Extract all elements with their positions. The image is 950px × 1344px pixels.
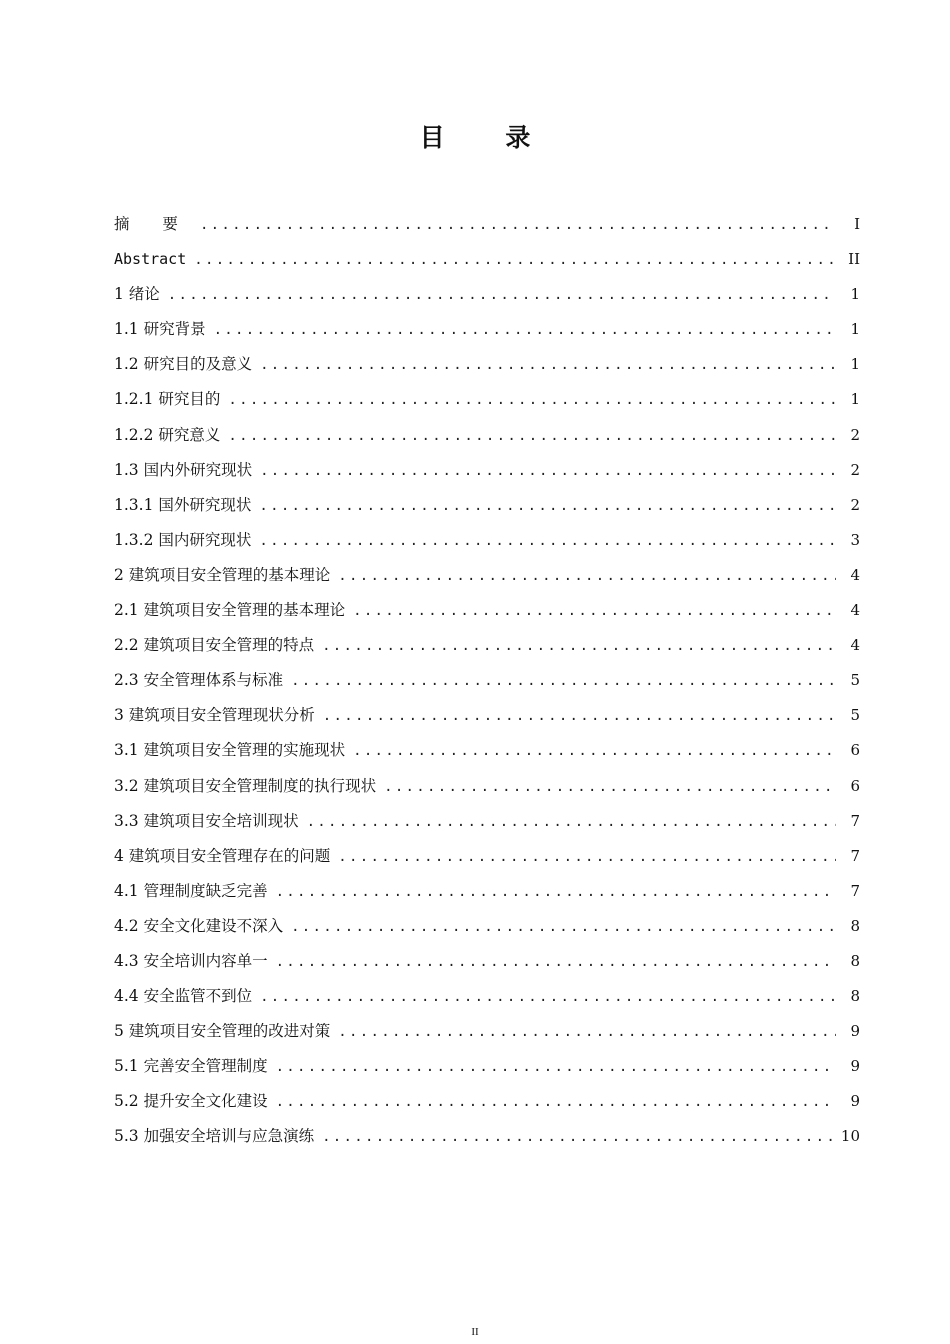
page-number: II xyxy=(471,1326,479,1338)
toc-entry-page: 7 xyxy=(850,811,860,830)
toc-dot-leader xyxy=(260,348,836,383)
toc-entry[interactable] xyxy=(114,733,860,768)
toc-entry[interactable] xyxy=(114,839,860,874)
toc-dot-leader xyxy=(194,243,836,278)
toc-entry-label: 摘 要 xyxy=(114,215,192,233)
toc-dot-leader xyxy=(323,699,836,734)
toc-entry-page: 10 xyxy=(840,1127,860,1146)
toc-entry-page: 3 xyxy=(850,530,860,549)
toc-entry[interactable] xyxy=(114,277,860,312)
toc-dot-leader xyxy=(168,278,836,313)
toc-entry-page: 9 xyxy=(850,1057,860,1076)
toc-entry-label: 4.2 安全文化建设不深入 xyxy=(114,916,284,935)
toc-dot-leader xyxy=(259,524,836,559)
toc-entry-label: 3.1 建筑项目安全管理的实施现状 xyxy=(114,741,346,760)
toc-entry[interactable] xyxy=(114,874,860,909)
toc-entry-page: 5 xyxy=(850,671,860,690)
toc-dot-leader xyxy=(259,489,836,524)
toc-entry-page: 5 xyxy=(850,706,860,725)
toc-entry-page: 1 xyxy=(850,355,860,374)
toc-dot-leader xyxy=(200,208,836,243)
toc-entry[interactable] xyxy=(114,769,860,804)
toc-entry[interactable] xyxy=(114,312,860,347)
toc-entry-label: 1.2.1 研究目的 xyxy=(114,390,221,409)
toc-entry-page: 2 xyxy=(850,425,860,444)
toc-entry[interactable] xyxy=(114,347,860,382)
toc-entry-label: 3 建筑项目安全管理现状分析 xyxy=(114,706,315,725)
toc-entry-page: 9 xyxy=(850,1022,860,1041)
toc-entry[interactable] xyxy=(114,558,860,593)
toc-entry-page: 4 xyxy=(850,636,860,655)
toc-entry-page: 4 xyxy=(850,601,860,620)
toc-entry-label: 4.1 管理制度缺乏完善 xyxy=(114,881,268,900)
toc-entry[interactable] xyxy=(114,663,860,698)
toc-entry[interactable] xyxy=(114,1084,860,1119)
toc-entry-label: 1 绪论 xyxy=(114,285,160,304)
toc-dot-leader xyxy=(276,945,836,980)
toc-entry-page: I xyxy=(854,215,860,233)
toc-entry-label: 4 建筑项目安全管理存在的问题 xyxy=(114,846,331,865)
toc-dot-leader xyxy=(276,1050,836,1085)
toc-entry[interactable] xyxy=(114,979,860,1014)
toc-entry-page: 6 xyxy=(850,741,860,760)
toc-entry-page: II xyxy=(848,250,860,269)
toc-entry-page: 6 xyxy=(850,776,860,795)
toc-entry-label: 4.4 安全监管不到位 xyxy=(114,987,253,1006)
toc-entry[interactable] xyxy=(114,242,860,277)
toc-dot-leader xyxy=(291,664,836,699)
toc-entry-page: 2 xyxy=(850,495,860,514)
toc-dot-leader xyxy=(228,419,836,454)
toc-dot-leader xyxy=(228,383,836,418)
toc-entry-label: 1.1 研究背景 xyxy=(114,320,206,339)
toc-entry-page: 4 xyxy=(850,565,860,584)
toc-entry-label: Abstract xyxy=(114,250,187,269)
toc-entry-label: 1.2 研究目的及意义 xyxy=(114,355,253,374)
toc-dot-leader xyxy=(307,805,836,840)
toc-entry[interactable] xyxy=(114,804,860,839)
toc-entry[interactable] xyxy=(114,207,860,242)
toc-entry-label: 5.2 提升安全文化建设 xyxy=(114,1092,268,1111)
toc-entry-page: 9 xyxy=(850,1092,860,1111)
toc-entry[interactable] xyxy=(114,453,860,488)
toc-entry-page: 7 xyxy=(850,881,860,900)
toc-dot-leader xyxy=(260,454,836,489)
toc-entry[interactable] xyxy=(114,523,860,558)
toc-dot-leader xyxy=(338,840,836,875)
table-of-contents xyxy=(114,207,860,1155)
toc-dot-leader xyxy=(322,629,836,664)
toc-entry-label: 1.2.2 研究意义 xyxy=(114,425,221,444)
toc-dot-leader xyxy=(338,559,836,594)
toc-entry-label: 5.1 完善安全管理制度 xyxy=(114,1057,268,1076)
toc-entry-page: 7 xyxy=(850,846,860,865)
toc-entry-label: 3.2 建筑项目安全管理制度的执行现状 xyxy=(114,776,377,795)
toc-entry[interactable] xyxy=(114,909,860,944)
toc-entry-label: 2 建筑项目安全管理的基本理论 xyxy=(114,565,331,584)
toc-dot-leader xyxy=(291,910,836,945)
toc-dot-leader xyxy=(384,770,836,805)
toc-entry-label: 4.3 安全培训内容单一 xyxy=(114,951,268,970)
toc-dot-leader xyxy=(353,594,836,629)
toc-entry-label: 2.1 建筑项目安全管理的基本理论 xyxy=(114,601,346,620)
toc-entry-page: 8 xyxy=(850,987,860,1006)
toc-entry-label: 1.3 国内外研究现状 xyxy=(114,460,253,479)
toc-entry[interactable] xyxy=(114,1049,860,1084)
toc-entry[interactable] xyxy=(114,418,860,453)
toc-entry[interactable] xyxy=(114,382,860,417)
toc-entry[interactable] xyxy=(114,698,860,733)
toc-dot-leader xyxy=(260,980,836,1015)
toc-entry[interactable] xyxy=(114,944,860,979)
toc-entry-page: 1 xyxy=(850,390,860,409)
toc-dot-leader xyxy=(214,313,836,348)
toc-entry-page: 2 xyxy=(850,460,860,479)
toc-entry-page: 8 xyxy=(850,951,860,970)
toc-entry-label: 3.3 建筑项目安全培训现状 xyxy=(114,811,299,830)
toc-entry[interactable] xyxy=(114,593,860,628)
toc-dot-leader xyxy=(353,734,836,769)
toc-entry[interactable] xyxy=(114,1014,860,1049)
toc-entry-label: 1.3.2 国内研究现状 xyxy=(114,530,252,549)
toc-entry-label: 5 建筑项目安全管理的改进对策 xyxy=(114,1022,331,1041)
toc-entry-page: 1 xyxy=(850,285,860,304)
toc-dot-leader xyxy=(338,1015,836,1050)
toc-dot-leader xyxy=(322,1120,833,1155)
toc-entry-label: 5.3 加强安全培训与应急演练 xyxy=(114,1127,315,1146)
toc-entry[interactable] xyxy=(114,488,860,523)
toc-dot-leader xyxy=(276,1085,836,1120)
toc-entry-page: 8 xyxy=(850,916,860,935)
toc-dot-leader xyxy=(276,875,836,910)
toc-entry[interactable] xyxy=(114,1119,860,1154)
toc-entry-label: 2.3 安全管理体系与标准 xyxy=(114,671,284,690)
toc-entry-page: 1 xyxy=(850,320,860,339)
page-title: 目 录 xyxy=(419,123,557,152)
toc-entry-label: 1.3.1 国外研究现状 xyxy=(114,495,252,514)
toc-entry-label: 2.2 建筑项目安全管理的特点 xyxy=(114,636,315,655)
toc-entry[interactable] xyxy=(114,628,860,663)
